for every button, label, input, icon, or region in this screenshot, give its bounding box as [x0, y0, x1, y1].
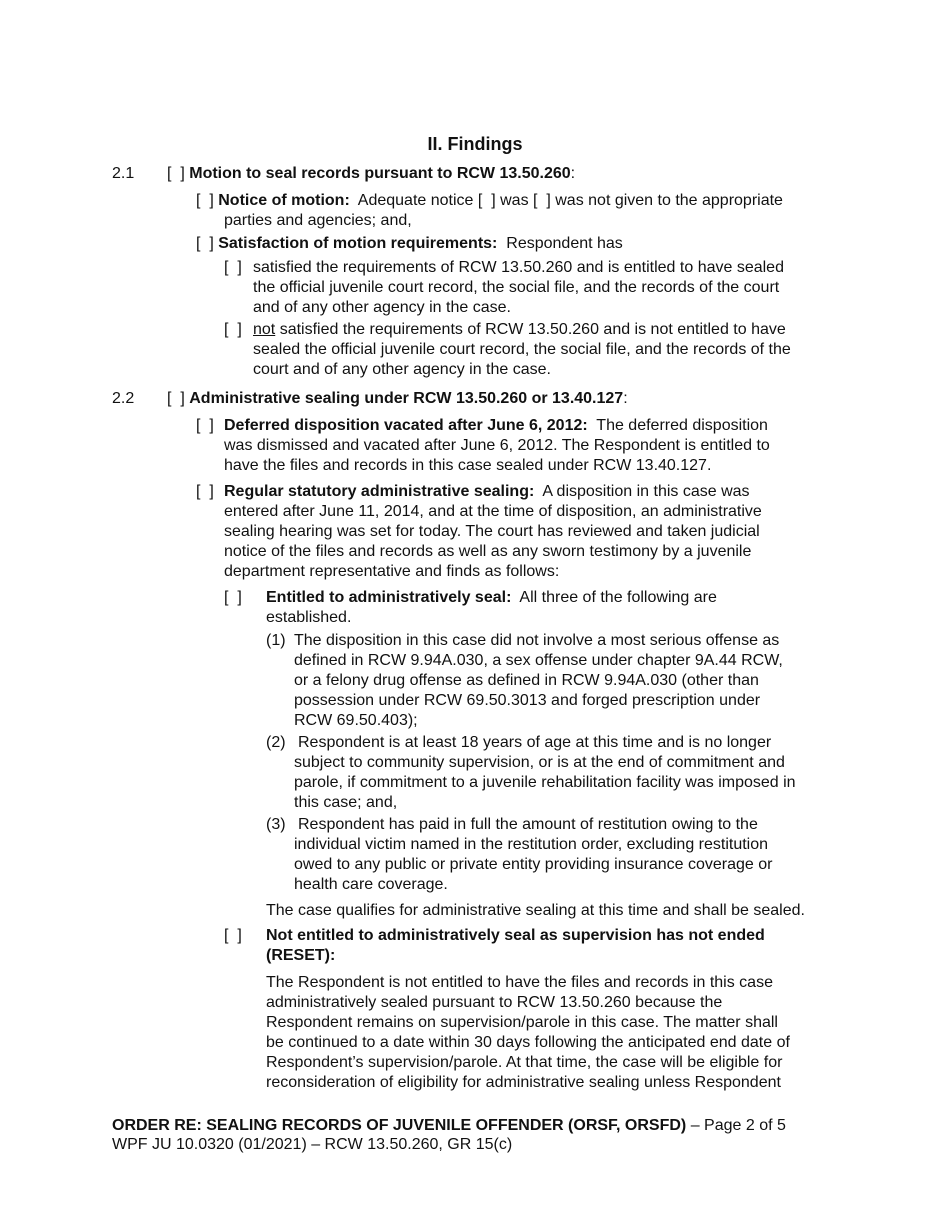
qualifies-conclusion: The case qualifies for administrative sealing at this time and shall be sealed.: [266, 902, 805, 919]
satisfied-line: and of any other agency in the case.: [253, 299, 511, 316]
notice-label: Notice of motion:: [218, 192, 350, 209]
section-2-1-heading: Motion to seal records pursuant to RCW 13.50.260: [189, 165, 571, 182]
not-satisfied-option: [253, 320, 791, 380]
regular-line: sealing hearing was set for today. The court has reviewed and taken judicial: [224, 523, 760, 540]
criterion-line: this case; and,: [294, 794, 398, 811]
criterion-line: subject to community supervision, or is at the end of commitment and: [294, 754, 785, 771]
notice-text-1: Adequate notice: [349, 192, 478, 209]
criterion-line: or a felony drug offense as defined in RCW 9.94A.030 (other than: [294, 672, 759, 689]
not-entitled-line: administratively sealed pursuant to RCW 13.50.260 because the: [266, 994, 723, 1011]
not-entitled-line: Respondent’s supervision/parole. At that time, the case will be eligible for: [266, 1054, 783, 1071]
criterion-3-cont: [294, 835, 773, 895]
entitled-line: [266, 588, 717, 608]
satisfied-option: [253, 258, 784, 318]
regular-line: notice of the files and records as well as any sworn testimony by a juvenile: [224, 543, 752, 560]
criterion-2: [298, 733, 771, 753]
checkbox-notice-was-not[interactable]: [ ]: [533, 192, 551, 209]
not-satisfied-first: satisfied the requirements of RCW 13.50.260 and is not entitled to have: [275, 321, 786, 338]
criterion-number: (2): [266, 734, 286, 751]
not-satisfied-line: sealed the official juvenile court record, the social file, and the records of the: [253, 341, 791, 358]
regular-first: A disposition in this case was: [534, 483, 750, 500]
deferred-disposition-block: [224, 416, 770, 476]
deferred-line: have the files and records in this case sealed under RCW 13.40.127.: [224, 457, 712, 474]
satisfied-line: satisfied the requirements of RCW 13.50.260 and is entitled to have sealed: [253, 259, 784, 276]
notice-text-3: was not given to the appropriate: [550, 192, 783, 209]
deferred-first: The deferred disposition: [587, 417, 768, 434]
heading-colon: :: [623, 390, 628, 407]
section-number-2-1: 2.1: [112, 165, 135, 182]
criterion-line: The disposition in this case did not involve a most serious offense as: [294, 632, 780, 649]
checkbox-satisfied[interactable]: [ ]: [224, 259, 242, 276]
satisfaction-row: [196, 234, 623, 254]
entitled-block: [266, 588, 717, 628]
satisfied-line: the official juvenile court record, the social file, and the records of the court: [253, 279, 780, 296]
not-entitled-line: Respondent remains on supervision/parole in this case. The matter shall: [266, 1014, 778, 1031]
entitled-label: Entitled to administratively seal:: [266, 589, 512, 606]
section-title: II. Findings: [427, 134, 523, 154]
criterion-2-cont: [294, 753, 796, 813]
checkbox-regular-sealing[interactable]: [ ]: [196, 483, 214, 500]
section-2-2-heading: Administrative sealing under RCW 13.50.260 or 13.40.127: [189, 390, 624, 407]
regular-label: Regular statutory administrative sealing:: [224, 483, 535, 500]
checkbox-notice-was[interactable]: [ ]: [477, 192, 496, 209]
checkbox-notice-of-motion[interactable]: [ ]: [196, 192, 214, 209]
criterion-line: individual victim named in the restitution order, excluding restitution: [294, 836, 769, 853]
entitled-line: established.: [266, 609, 352, 626]
checkbox-motion-to-seal[interactable]: [ ]: [167, 165, 185, 182]
entitled-first: All three of the following are: [511, 589, 717, 606]
criterion-line: health care coverage.: [294, 876, 448, 893]
notice-of-motion-row: [196, 191, 783, 211]
checkbox-entitled[interactable]: [ ]: [224, 589, 242, 606]
checkbox-administrative-sealing[interactable]: [ ]: [167, 390, 185, 407]
satisfaction-text: Respondent has: [497, 235, 623, 252]
not-entitled-label: [266, 926, 765, 966]
checkbox-not-entitled[interactable]: [ ]: [224, 927, 242, 944]
heading-colon: :: [570, 165, 576, 182]
criterion-line: owed to any public or private entity providing insurance coverage or: [294, 856, 773, 873]
checkbox-deferred-disposition[interactable]: [ ]: [196, 417, 214, 434]
section-2-2-heading-row: [167, 389, 628, 409]
regular-line: department representative and finds as follows:: [224, 563, 560, 580]
satisfaction-label: Satisfaction of motion requirements:: [218, 235, 498, 252]
footer-page: – Page 2 of 5: [686, 1117, 786, 1134]
criterion-line: parole, if commitment to a juvenile rehabilitation facility was imposed in: [294, 774, 796, 791]
criterion-line: defined in RCW 9.94A.030, a sex offense under chapter 9A.44 RCW,: [294, 652, 783, 669]
section-2-1-heading-row: [167, 164, 575, 184]
checkbox-satisfaction[interactable]: [ ]: [196, 235, 214, 252]
not-entitled-line: be continued to a date within 30 days following the anticipated end date of: [266, 1034, 790, 1051]
notice-text-2: was: [495, 192, 534, 209]
footer-form-number: WPF JU 10.0320 (01/2021) – RCW 13.50.260, GR 15(c): [112, 1136, 513, 1153]
regular-line: [224, 482, 762, 502]
criterion-line: Respondent has paid in full the amount of restitution owing to the: [298, 816, 758, 833]
criterion-3: [298, 815, 758, 835]
notice-line-2: parties and agencies; and,: [224, 212, 412, 229]
deferred-line: was dismissed and vacated after June 6, 2012. The Respondent is entitled to: [224, 437, 770, 454]
regular-line: entered after June 11, 2014, and at the time of disposition, an administrative: [224, 503, 762, 520]
not-entitled-label-line: (RESET):: [266, 947, 336, 964]
not-underlined: not: [253, 321, 276, 338]
deferred-line: [224, 416, 770, 436]
deferred-label: Deferred disposition vacated after June 6, 2012:: [224, 417, 588, 434]
criterion-number: (3): [266, 816, 286, 833]
footer-title: [112, 1116, 786, 1136]
section-number-2-2: 2.2: [112, 390, 135, 407]
criterion-number: (1): [266, 632, 286, 649]
criterion-line: RCW 69.50.403);: [294, 712, 418, 729]
criterion-line: possession under RCW 69.50.3013 and forged prescription under: [294, 692, 761, 709]
not-entitled-line: The Respondent is not entitled to have the files and records in this case: [266, 974, 773, 991]
regular-sealing-block: [224, 482, 762, 582]
checkbox-not-satisfied[interactable]: [ ]: [224, 321, 242, 338]
not-entitled-text: [266, 973, 790, 1093]
not-satisfied-line: [253, 320, 791, 340]
not-entitled-label-line: Not entitled to administratively seal as supervision has not ended: [266, 927, 765, 944]
not-entitled-line: reconsideration of eligibility for administrative sealing unless Respondent: [266, 1074, 781, 1091]
not-satisfied-line: court and of any other agency in the case.: [253, 361, 551, 378]
footer-bold: ORDER RE: SEALING RECORDS OF JUVENILE OFFENDER (ORSF, ORSFD): [112, 1117, 687, 1134]
criterion-1: [294, 631, 783, 731]
criterion-line: Respondent is at least 18 years of age at this time and is no longer: [298, 734, 772, 751]
